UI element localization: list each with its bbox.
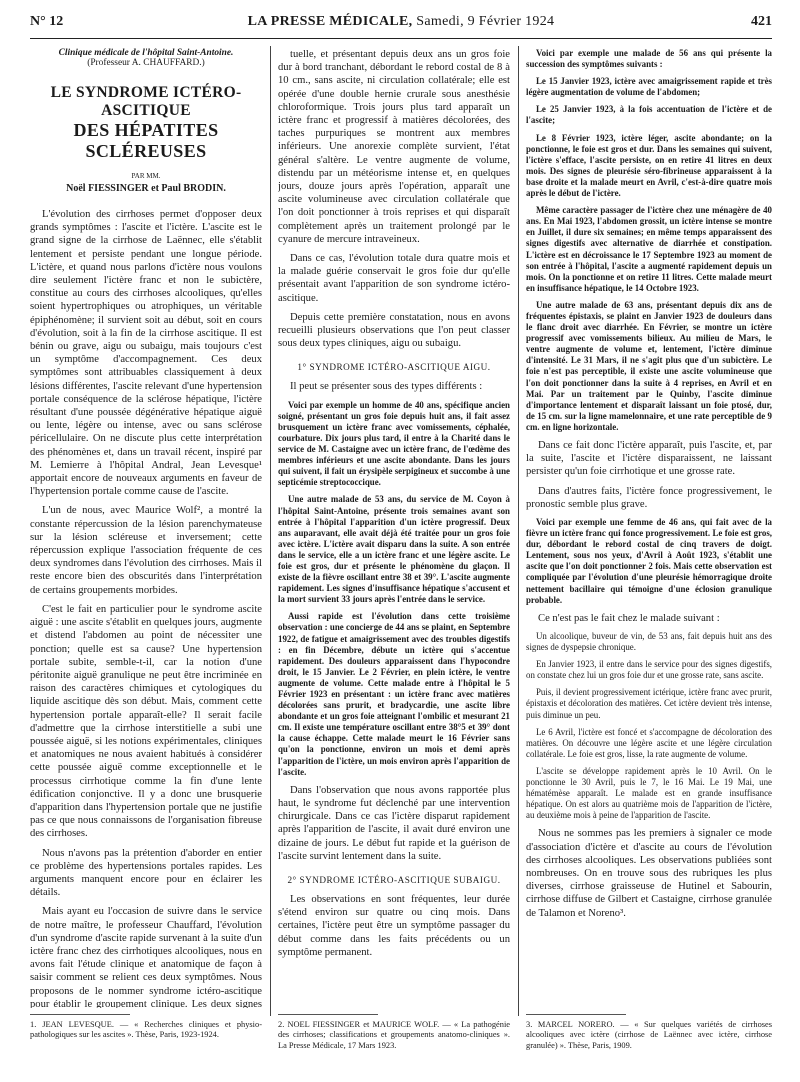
paragraph: tuelle, et présentant depuis deux ans un gros foie dur à bord tranchant, débordant le rebord costal de 8 à 10 cm., sans ascite, ni circulation collatérale; elle est opérée d'une double hernie crurale sous anesthésie chloroformique. Trois jours plus tard apparaît un ictère franc et progressif à matières décolorées, des taches purpuriques se montrent aux membres inférieurs. Une anorexie complète survient, l'état général s'altère. Le ventre augmente de volume, distendu par un météorisme intense et, en quelques jours, douze jours après l'opération, apparaît une ascite volumineuse avec circulation collatérale que l'on doit ponctionner à trois reprises et qui disparaît complètement après un traitement prolongé par le cyanure de mercure intraveineux.	[278, 49, 510, 245]
article-title-line2: DES HÉPATITES SCLÉREUSES	[73, 120, 219, 161]
journal-masthead	[30, 14, 772, 30]
column-3	[526, 48, 772, 1008]
paragraph: Mais ayant eu l'occasion de suivre dans le service de notre maître, le professeur Chauffard, l'évolution d'un syndrome d'ascite rapide survenant à la suite d'un ictère franc chez des cirrhotiques alcooliques, nous en avons fait l'étude clinique et anatomique de façon à saisir comment se relient ces deux symptômes. Nous proposons de le nommer syndrome ictéro-ascitique pour établir le groupement clinique. Les deux signes	[30, 906, 262, 1008]
clinic-name: Clinique médicale de l'hôpital Saint-Antoine.	[58, 48, 234, 58]
section-heading-subacute: 2° SYNDROME ICTÉRO-ASCITIQUE SUBAIGU.	[287, 874, 501, 885]
issue-number: N° 12	[30, 14, 64, 29]
paragraph: Dans ce fait donc l'ictère apparaît, puis l'ascite, et, par la suite, l'ascite et l'ictère disparaissent, ne laissant persister qu'un foie cirrhotique et une grosse rate.	[526, 440, 772, 478]
case-report: L'ascite se développe rapidement après le 10 Avril. On le ponctionne le 30 Avril, puis le 7, le 16 Mai. Le 19 Mai, une hématémèse apparaît. Le malade est en grande insuffisance hépatique. On est alors au quatrième mois de l'apparition de l'ictère, au deuxième mois à peine de l'apparition de l'ascite.	[526, 765, 772, 821]
case-report: Le 8 Février 1923, ictère léger, ascite abondante; on la ponctionne, le foie est gros et dur. Dans les semaines qui suivent, l'ictère s'efface, l'ascite persiste, on en retire 41 litres en deux mois. Des signes de pleurésie séro-fibrineuse apparaissent à la base droite et la malade meurt en Avril, c'est-à-dire quatre mois après le début de l'ictère.	[526, 132, 772, 199]
case-report: En Janvier 1923, il entre dans le service pour des signes digestifs, on constate chez lui un gros foie dur et une grosse rate, sans ascite.	[526, 659, 772, 681]
paragraph: L'un de nous, avec Maurice Wolf², a montré la constante répercussion de la lésion parenchymateuse sur la lésion scléreuse et inversement; cette répercussion explique l'association fréquente de ces deux syndromes dans l'évolution des cirrhoses. Mais il reste encore bien des obscurités dans l'interprétation de certains groupements morbides.	[30, 505, 262, 596]
case-report: Un alcoolique, buveur de vin, de 53 ans, fait depuis huit ans des signes de dyspepsie chronique.	[526, 630, 772, 653]
paragraph: Nous n'avons pas la prétention d'aborder en entier ce problème des hypertensions portales rapides. Les arguments manquent encore pour en éclairer les détails.	[30, 847, 262, 899]
footnote-1: 1. JEAN LEVESQUE. — « Recherches cliniques et physio-pathologiques sur les ascites ». Thèse, Paris, 1923-1924.	[30, 1020, 262, 1040]
case-report: Voici par exemple une femme de 46 ans, qui fait avec de la fièvre un ictère franc qui fonce progressivement. Le foie est gros, dur, débordant le rebord costal de cinq travers de doigt. Lentement, sous nos yeux, d'Avril à Août 1923, s'établit une ascite que l'on doit ponctionner 2 fois. Mais cette observation est compliquée par l'évolution d'une pleurésie hémorragique droite nettement bacillaire qui témoigne d'une éclosion granulique probable.	[526, 517, 772, 605]
section-heading-acute: 1° SYNDROME ICTÉRO-ASCITIQUE AIGU.	[297, 362, 491, 373]
footnote-rule	[526, 1014, 626, 1015]
page-header	[30, 14, 772, 36]
paragraph: Dans ce cas, l'évolution totale dura quatre mois et la malade guérie conservait le gros foie dur qu'elle présentait avant l'apparition de son syndrome ictéro-ascitique.	[278, 253, 510, 304]
journal-title: LA PRESSE MÉDICALE,	[247, 14, 413, 29]
column-divider	[518, 46, 519, 1016]
paragraph: L'évolution des cirrhoses permet d'opposer deux grands symptômes : l'ascite et l'ictère. L'ascite est le grand signe de la cirrhose de Laënnec, elle s'établit lentement et persiste pendant une longue période. L'ictère, et quand nous parlons d'ictère nous voulons dire seulement l'ictère franc et non le subictère, constitue au cours des cirrhoses alcooliques, qu'elles soient hypertrophiques ou atrophiques, un véritable épiphénomène; il survient soit au début, soit en cours d'évolution, soit à la fin de la cirrhose ascitique. Il est bénin ou grave, aigu ou subaigu, mais toujours c'est un symptôme d'accompagnement. Ces deux symptômes sont attribuables classiquement à deux lésions différentes, l'ascite relevant d'une hypertension portale conséquence de la sclérose hépatique, l'ictère résultant d'une poussée dégénérative hépatique aiguë ou lente, légère ou intense, avec ou sans sclérose péricellulaire. On ne discute plus cette interprétation des phénomènes et, dans un travail récent, inspiré par M. Lemierre à l'hôpital Andral, Jean Levesque¹ apportait encore de nouveaux arguments en faveur de l'hypertension portale comme cause de l'ascite.	[30, 209, 262, 498]
column-2	[278, 48, 510, 1008]
column-divider	[270, 46, 271, 1016]
paragraph: Dans d'autres faits, l'ictère fonce progressivement, le pronostic semble plus grave.	[526, 485, 772, 510]
paragraph: Ce n'est pas le fait chez le malade suivant :	[538, 612, 720, 624]
case-report: Le 6 Avril, l'ictère est foncé et s'accompagne de décoloration des matières. On découvre une légère ascite et une légère circulation collatérale. Le foie est gros, lisse, la rate augmente de volume.	[526, 726, 772, 759]
column-1	[30, 48, 262, 1008]
footnote-2: 2. NOEL FIESSINGER et MAURICE WOLF. — « La pathogénie des cirrhoses; classifications et groupements anatomo-cliniques ». La Presse Médicale, 17 Mars 1923.	[278, 1020, 510, 1050]
paragraph: Il peut se présenter sous des types différents :	[290, 381, 483, 393]
case-report: Voici par exemple un homme de 40 ans, spécifique ancien soigné, présentant un gros foie depuis huit ans, il fait assez brusquement un ictère franc avec vomissements, céphalée, courbature. Dix jours plus tard, il entre à la Charité dans le service de M. Castaigne avec un ictère franc, de l'œdème des membres inférieurs et une ascite abondante. Dans les jours qui suivent, il fait un érysipèle serpigineux et succombe à une septicémie streptococcique.	[278, 399, 510, 488]
case-report: Une autre malade de 53 ans, du service de M. Coyon à l'hôpital Saint-Antoine, présente trois semaines avant son entrée à l'hôpital l'apparition d'un ictère progressif. Deux ans auparavant, elle avait déjà été traitée pour un gros foie avec ictère. L'ictère avait disparu dans la suite. A son entrée dans le service, elle a un ictère franc et une légère ascite. Le foie est gros, dur et présente le phénomène du glaçon. Il existe de la fièvre oscillant entre 38 et 39°. L'ascite augmente rapidement. Les signes d'insuffisance hépatique s'accusent et la mort survient 33 jours après l'entrée dans le service.	[278, 494, 510, 605]
case-report: Le 15 Janvier 1923, ictère avec amaigrissement rapide et très légère augmentation de volume de l'abdomen;	[526, 76, 772, 98]
case-report: Le 25 Janvier 1923, à la fois accentuation de l'ictère et de l'ascite;	[526, 104, 772, 126]
header-rule	[30, 38, 772, 39]
footnote-rule	[278, 1014, 378, 1015]
case-report: Une autre malade de 63 ans, présentant depuis dix ans de fréquentes épistaxis, se plaint en Janvier 1923 de douleurs dans le flanc droit avec diarrhée. En Février, se montre un ictère progressif avec vomissements bilieux. Au milieu de Mars, le ventre augmente de volume et, lentement, l'ictère diminue d'intensité. Le 31 Mars, il ne s'agit plus que d'un subictère. Le foie n'est pas perceptible, il existe une ascite volumineuse que l'on doit ponctionner dans la suite à 4 reprises, en Avril et en Mai. Par un traitement par le Quinby, l'ascite diminue d'importance lentement et disparaît laissant un foie ptosé, dur, de 15 cm. sur la ligne mamelonnaire, et une rate perceptible de 9 cm. en ligne horizontale.	[526, 299, 772, 432]
case-report: Même caractère passager de l'ictère chez une ménagère de 40 ans. En Mai 1923, l'abdomen grossit, un ictère intense se montre en Juillet, il dure six semaines; en même temps apparaissent des signes digestifs avec alternative de diarrhée et constipation. L'ictère est en décroissance le 17 Septembre 1923 au moment de son entrée à l'hôpital, l'ascite a augmenté rapidement depuis un mois. On la ponctionne et on retire 11 litres. Cette malade meurt en insuffisance hépatique, le 14 Octobre 1923.	[526, 205, 772, 293]
case-report: Voici par exemple une malade de 56 ans qui présente la succession des symptômes suivants :	[526, 48, 772, 70]
page-number: 421	[751, 14, 772, 29]
footnote-rule	[30, 1014, 130, 1015]
professor-name: (Professeur A. CHAUFFARD.)	[87, 58, 205, 68]
case-report: Aussi rapide est l'évolution dans cette troisième observation : une concierge de 44 ans se plaint, en Septembre 1922, de fatigue et amaigrissement avec des troubles digestifs : en fin Décembre, débute un ictère qui s'accentue rapidement. Des douleurs apparaissent dans l'hypocondre droit, le 15 Janvier. Le 2 Février, en plein ictère, le ventre augmente de volume. Cette malade entre à l'hôpital le 5 Février 1923 en présentant : un ictère franc avec matières décolorées sans prurit, et bradycardie, une ascite libre abondante et un gros foie atteignant l'ombilic et mesurant 21 cm. Il existe une température oscillant entre 38°5 et 39° dont la cause échappe. Cette malade meurt le 16 Février sans qu'on la ponctionne, environ un mois et demi après l'apparition de l'ictère, un mois environ après l'apparition de l'ascite.	[278, 611, 510, 777]
article-title-line1: LE SYNDROME ICTÉRO-ASCITIQUE	[50, 84, 242, 119]
article-authors: Noël FIESSINGER et Paul BRODIN.	[66, 183, 226, 194]
paragraph: Dans l'observation que nous avons rapportée plus haut, le syndrome fut déclenché par une intervention chirurgicale. Dans ce cas l'ictère disparut rapidement après l'apparition de l'ascite, il avait duré environ une dizaine de jours. Le début fut rapide et la guérison de l'ascite survint lentement dans la suite.	[278, 784, 510, 862]
paragraph: Les observations en sont fréquentes, leur durée s'étend environ sur quatre ou cinq mois. Dans certaines, l'ictère peut être un symptôme passager du début comme dans les faits précédents ou un symptôme permanent.	[278, 893, 510, 958]
issue-date: Samedi, 9 Février 1924	[416, 14, 555, 29]
paragraph: C'est le fait en particulier pour le syndrome ascite aiguë : une ascite s'établit en quelques jours, augmente et distend l'abdomen au point de nécessiter une ponction; quelle est sa cause? Une hypertension portale subite, semble-t-il, car la notion d'une péritonite aiguë granulique ne peut être incriminée en raison des caractères chimiques et cytologiques du liquide ascitique dès son début. Mais, comment cette hypertension portale apparaît-elle? Il serait facile d'admettre que la cirrhose interstitielle a subi une poussée aiguë, si les notions expérimentales, cliniques et anatomiques ne nous avaient habitués à considérer cette poussée aiguë comme exceptionnelle et le processus cirrhotique comme la fin d'une lente édification conjonctive. Il y a donc une brusquerie d'apparition dans l'hypertension portale que ne justifie pas ce que nous connaissons de l'organisation fibreuse des cirrhoses.	[30, 603, 262, 840]
case-report: Puis, il devient progressivement ictérique, ictère franc avec prurit, épistaxis et décoloration des matières. Cet ictère devient très intense, puis diminue un peu.	[526, 687, 772, 720]
footnote-3: 3. MARCEL NORERO. — « Sur quelques variétés de cirrhoses alcooliques avec ictère (cirrhose de Laënnec avec ictère, cirrhose granulée) ». Thèse, Paris, 1909.	[526, 1020, 772, 1050]
byline-par: PAR MM.	[131, 172, 161, 180]
paragraph: Nous ne sommes pas les premiers à signaler ce mode d'association d'ictère et d'ascite au cours de l'évolution des cirrhoses alcooliques. Les observations publiées sont nombreuses. On en trouve sous des rubriques les plus diverses, cirrhose graisseuse de Hutinel et Sabourin, cirrhose diffuse de Gilbert et Castaigne, cirrhose granulée de Talamon et Noreno³.	[526, 828, 772, 919]
paragraph: Depuis cette première constatation, nous en avons recueilli plusieurs observations que l'on peut classer sous deux types cliniques, aigu ou subaigu.	[278, 311, 510, 350]
